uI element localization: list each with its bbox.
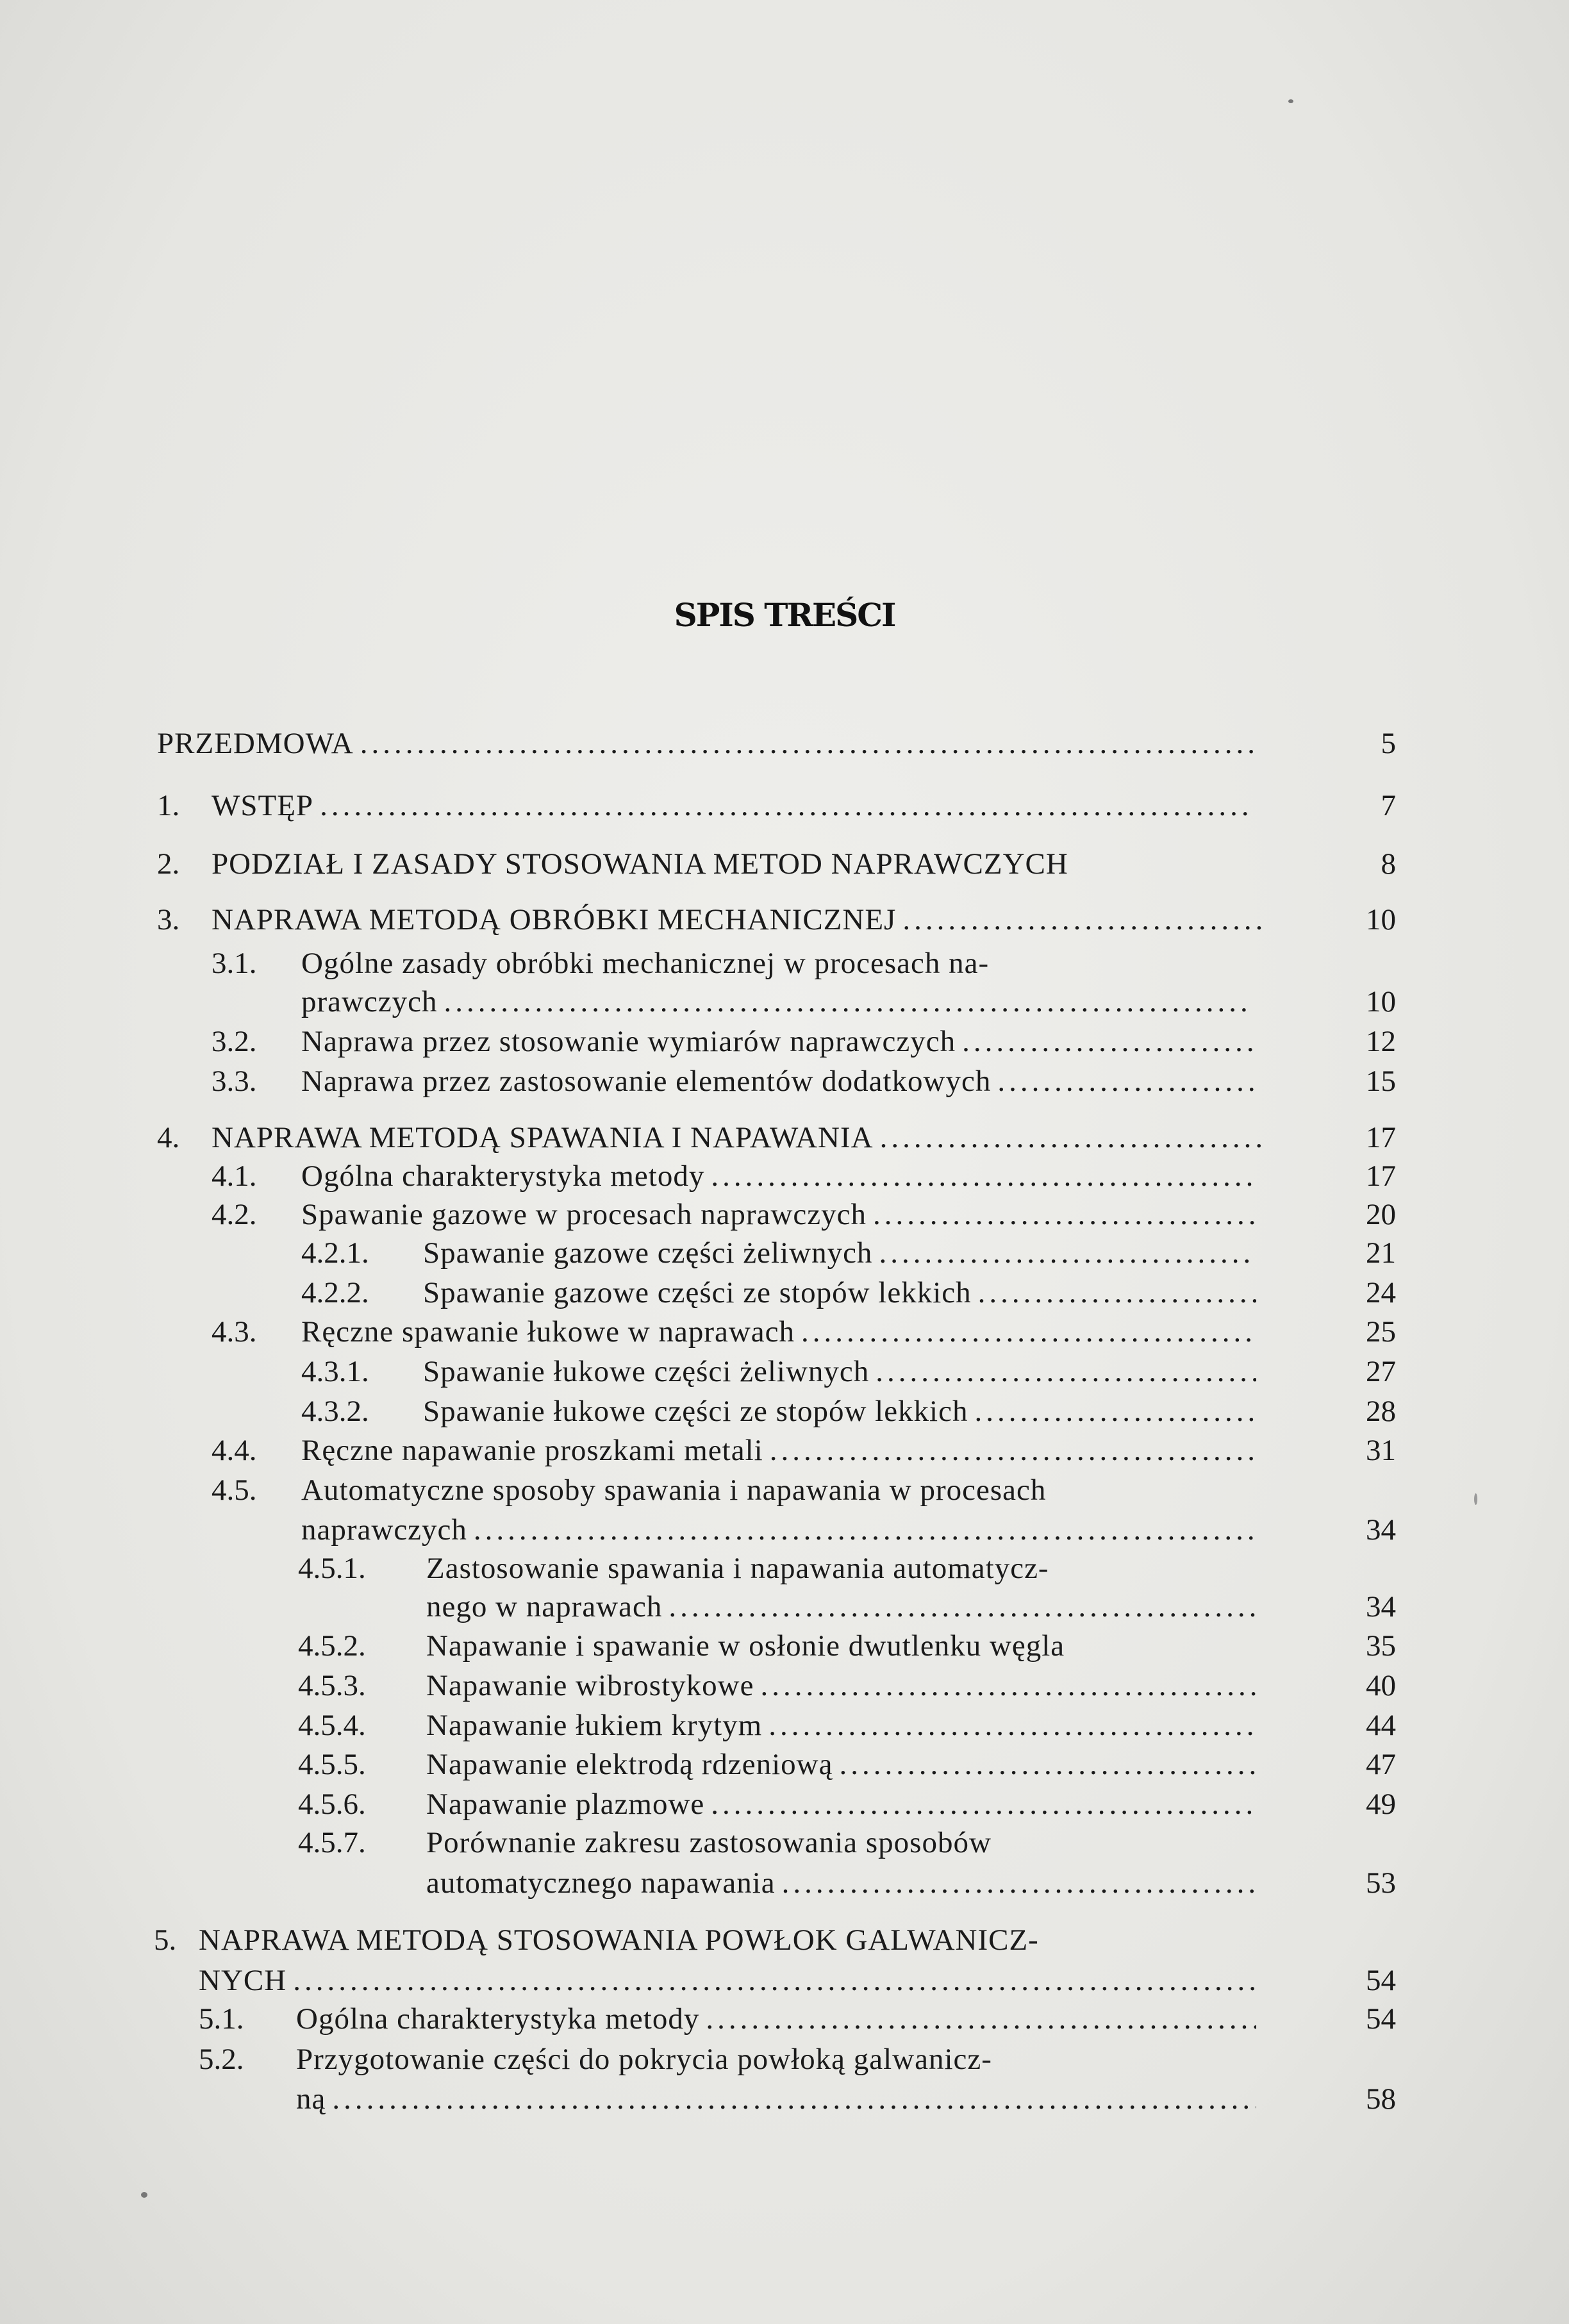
toc-entry-title-row [296,2077,1256,2121]
toc-entry-title: Napawanie elektrodą rdzeniową [426,1748,833,1781]
toc-entry-title-row [157,721,1253,766]
leader-dots [762,1703,1256,1748]
toc-entry-title: Spawanie gazowe części ze stopów lekkich [423,1276,972,1309]
toc-entry-number: 4.5.7. [298,1826,366,1859]
toc-entry-title: prawczych [301,985,438,1018]
leader-dots [763,1428,1256,1473]
toc-entry-number: 5. [154,1923,177,1957]
toc-entry-page: 53 [1366,1866,1396,1900]
toc-entry-page: 8 [1381,847,1396,881]
toc-entry-page: 35 [1366,1629,1396,1663]
toc-entry-title: NAPRAWA METODĄ STOSOWANIA POWŁOK GALWANICZ- [199,1923,1039,1957]
toc-entry-title-row [426,1584,1256,1629]
toc-entry-number: 4.3.1. [301,1355,369,1388]
toc-entry-title-row [423,1231,1256,1275]
toc-entry [0,1468,1569,1513]
toc-entry-title: Porównanie zakresu zastosowania sposobów [426,1826,992,1859]
toc-entry-title: Spawanie łukowe części ze stopów lekkich [423,1395,968,1428]
toc-entry-title: Zastosowanie spawania i napawania automatycz- [426,1552,1049,1585]
toc-entry-title: NAPRAWA METODĄ OBRÓBKI MECHANICZNEJ [212,903,897,936]
leader-dots [699,1996,1256,2041]
toc-entry-title: Ręczne spawanie łukowe w naprawach [301,1315,795,1349]
toc-entry-title: ną [296,2082,326,2116]
leader-dots [872,1231,1256,1275]
toc-entry-page: 47 [1366,1748,1396,1781]
toc-entry [0,2037,1569,2082]
toc-entry-title-row [296,1996,1256,2041]
toc-entry [0,1861,1569,1905]
toc-entry-title-row [423,1270,1256,1315]
toc-entry-number: 4.5.6. [298,1788,366,1821]
toc-entry [0,1996,1569,2041]
toc-entry [0,1309,1569,1354]
toc-entry-page: 31 [1366,1434,1396,1467]
toc-entry-number: 4.5.5. [298,1748,366,1781]
toc-entry-page: 20 [1366,1198,1396,1231]
toc-entry [0,721,1569,766]
toc-entry [0,1059,1569,1104]
leader-dots [662,1584,1256,1629]
toc-entry-title-row [301,1428,1256,1473]
toc-entry-number: 3.1. [212,947,257,980]
toc-entry [0,1584,1569,1629]
toc-entry [0,842,1569,886]
leader-dots [795,1309,1256,1354]
toc-entry-page: 34 [1366,1590,1396,1623]
toc-entry-title: WSTĘP [212,789,314,822]
leader-dots [326,2077,1256,2121]
toc-entry-title: naprawczych [301,1513,467,1547]
toc-entry-number: 4.5.3. [298,1669,366,1702]
toc-entry-page: 40 [1366,1669,1396,1702]
toc-entry-page: 12 [1366,1025,1396,1058]
toc-entry-page: 10 [1366,903,1396,936]
toc-entry-title: PODZIAŁ I ZASADY STOSOWANIA METOD NAPRAWCZYCH [212,847,1068,881]
toc-entry-page: 17 [1366,1159,1396,1193]
toc-entry-title-row [301,1019,1256,1064]
toc-entry-title: Napawanie wibrostykowe [426,1669,754,1702]
toc-entry [0,1231,1569,1275]
toc-entry-number: 5.1. [199,2002,244,2036]
toc-entry [0,1918,1569,1963]
toc-entry-title: nego w naprawach [426,1590,663,1623]
toc-entry-title: Ręczne napawanie proszkami metali [301,1434,763,1467]
toc-entry-number: 3.2. [212,1025,257,1058]
toc-entry-title-row [296,2037,1275,2082]
toc-entry-title-row [426,1742,1256,1787]
toc-entry-title-row [212,842,1263,886]
toc-entry [0,1389,1569,1434]
toc-entry-title-row [423,1349,1256,1394]
toc-entry-title-row [199,1918,1282,1963]
toc-entry-page: 44 [1366,1709,1396,1742]
toc-entry-page: 58 [1366,2082,1396,2116]
toc-entry-title: Spawanie gazowe części żeliwnych [423,1236,873,1270]
toc-entry-number: 4.3.2. [301,1395,369,1428]
toc-entry [0,1428,1569,1473]
toc-entry-title: Naprawa przez zastosowanie elementów dodatkowych [301,1065,992,1098]
toc-entry-title: Ogólna charakterystyka metody [301,1159,705,1193]
toc-entry-number: 4.3. [212,1315,257,1349]
toc-entry-number: 4.1. [212,1159,257,1193]
toc-entry [0,1270,1569,1315]
toc-entry-page: 34 [1366,1513,1396,1547]
toc-entry-title-row [423,1389,1256,1434]
toc-entry-number: 4.5.2. [298,1629,366,1663]
leader-dots [833,1742,1256,1787]
toc-entry [0,1820,1569,1865]
leader-dots [869,1349,1256,1394]
toc-entry-page: 21 [1366,1236,1396,1270]
toc-entry-title: Napawanie plazmowe [426,1788,705,1821]
toc-entry-page: 27 [1366,1355,1396,1388]
toc-entry-number: 4.4. [212,1434,257,1467]
toc-entry-title: NAPRAWA METODĄ SPAWANIA I NAPAWANIA [212,1121,874,1154]
toc-entry-page: 17 [1366,1121,1396,1154]
page-title: SPIS TREŚCI [674,596,895,634]
toc-entry-page: 54 [1366,2002,1396,2036]
leader-dots [313,783,1253,828]
leader-dots [754,1663,1256,1708]
toc-entry-title: Spawanie łukowe części żeliwnych [423,1355,870,1388]
toc-entry-title-row [301,1059,1256,1104]
toc-entry [0,783,1569,828]
toc-entry-number: 4.5.4. [298,1709,366,1742]
toc-entry-title-row [301,1468,1275,1513]
toc-entry-page: 5 [1381,727,1396,760]
leader-dots [968,1389,1256,1434]
toc-entry [0,1623,1569,1668]
toc-entry-title-row [301,979,1253,1024]
leader-dots [991,1059,1256,1104]
leader-dots [776,1861,1256,1905]
toc-entry-title: Spawanie gazowe w procesach naprawczych [301,1198,867,1231]
toc-entry-page: 15 [1366,1065,1396,1098]
toc-entry-title-row [212,897,1263,942]
leader-dots [956,1019,1256,1064]
toc-entry-title-row [426,1623,1275,1668]
toc-entry-number: 4.2.2. [301,1276,369,1309]
toc-entry-page: 25 [1366,1315,1396,1349]
toc-entry-title: PRZEDMOWA [157,727,354,760]
toc-entry-title: automatycznego napawania [426,1866,776,1900]
toc-entry-number: 4. [157,1121,180,1154]
toc-entry-number: 3. [157,903,180,936]
toc-entry [0,1742,1569,1787]
toc-entry-title-row [426,1703,1256,1748]
toc-entry [0,1349,1569,1394]
toc-entry-title: Przygotowanie części do pokrycia powłoką galwanicz- [296,2043,992,2076]
leader-dots [972,1270,1256,1315]
toc-entry-title: Ogólne zasady obróbki mechanicznej w procesach na- [301,947,990,980]
toc-entry-page: 7 [1381,789,1396,822]
toc-entry [0,1019,1569,1064]
leader-dots [354,721,1253,766]
toc-entry-title: NYCH [199,1964,287,1997]
toc-entry-page: 24 [1366,1276,1396,1309]
toc-entry-number: 4.2.1. [301,1236,369,1270]
toc-entry [0,1703,1569,1748]
toc-entry-title: Automatyczne sposoby spawania i napawania w procesach [301,1473,1047,1507]
leader-dots [438,979,1253,1024]
leader-dots [896,897,1263,942]
toc-entry-title-row [426,1861,1256,1905]
toc-entry-title: Naprawa przez stosowanie wymiarów naprawczych [301,1025,956,1058]
toc-entry [0,979,1569,1024]
toc-entry-title: Napawanie łukiem krytym [426,1709,763,1742]
toc-entry-number: 2. [157,847,180,881]
toc-entry-number: 4.5. [212,1473,257,1507]
toc-entry [0,1663,1569,1708]
toc-entry-title-row [426,1663,1256,1708]
toc-entry-page: 10 [1366,985,1396,1018]
toc-entry-number: 3.3. [212,1065,257,1098]
toc-entry-title: Ogólna charakterystyka metody [296,2002,700,2036]
toc-entry-page: 28 [1366,1395,1396,1428]
toc-entry-page: 54 [1366,1964,1396,1997]
toc-entry-title-row [212,783,1253,828]
toc-entry-title: Napawanie i spawanie w osłonie dwutlenku węgla [426,1629,1065,1663]
toc-entry-page: 49 [1366,1788,1396,1821]
toc-entry-number: 4.5.1. [298,1552,366,1585]
toc-entry-number: 1. [157,789,180,822]
toc-entry-title-row [426,1820,1275,1865]
toc-entry-number: 5.2. [199,2043,244,2076]
toc-entry-number: 4.2. [212,1198,257,1231]
toc-entry-title-row [301,1309,1256,1354]
toc-entry [0,897,1569,942]
toc-entry [0,2077,1569,2121]
